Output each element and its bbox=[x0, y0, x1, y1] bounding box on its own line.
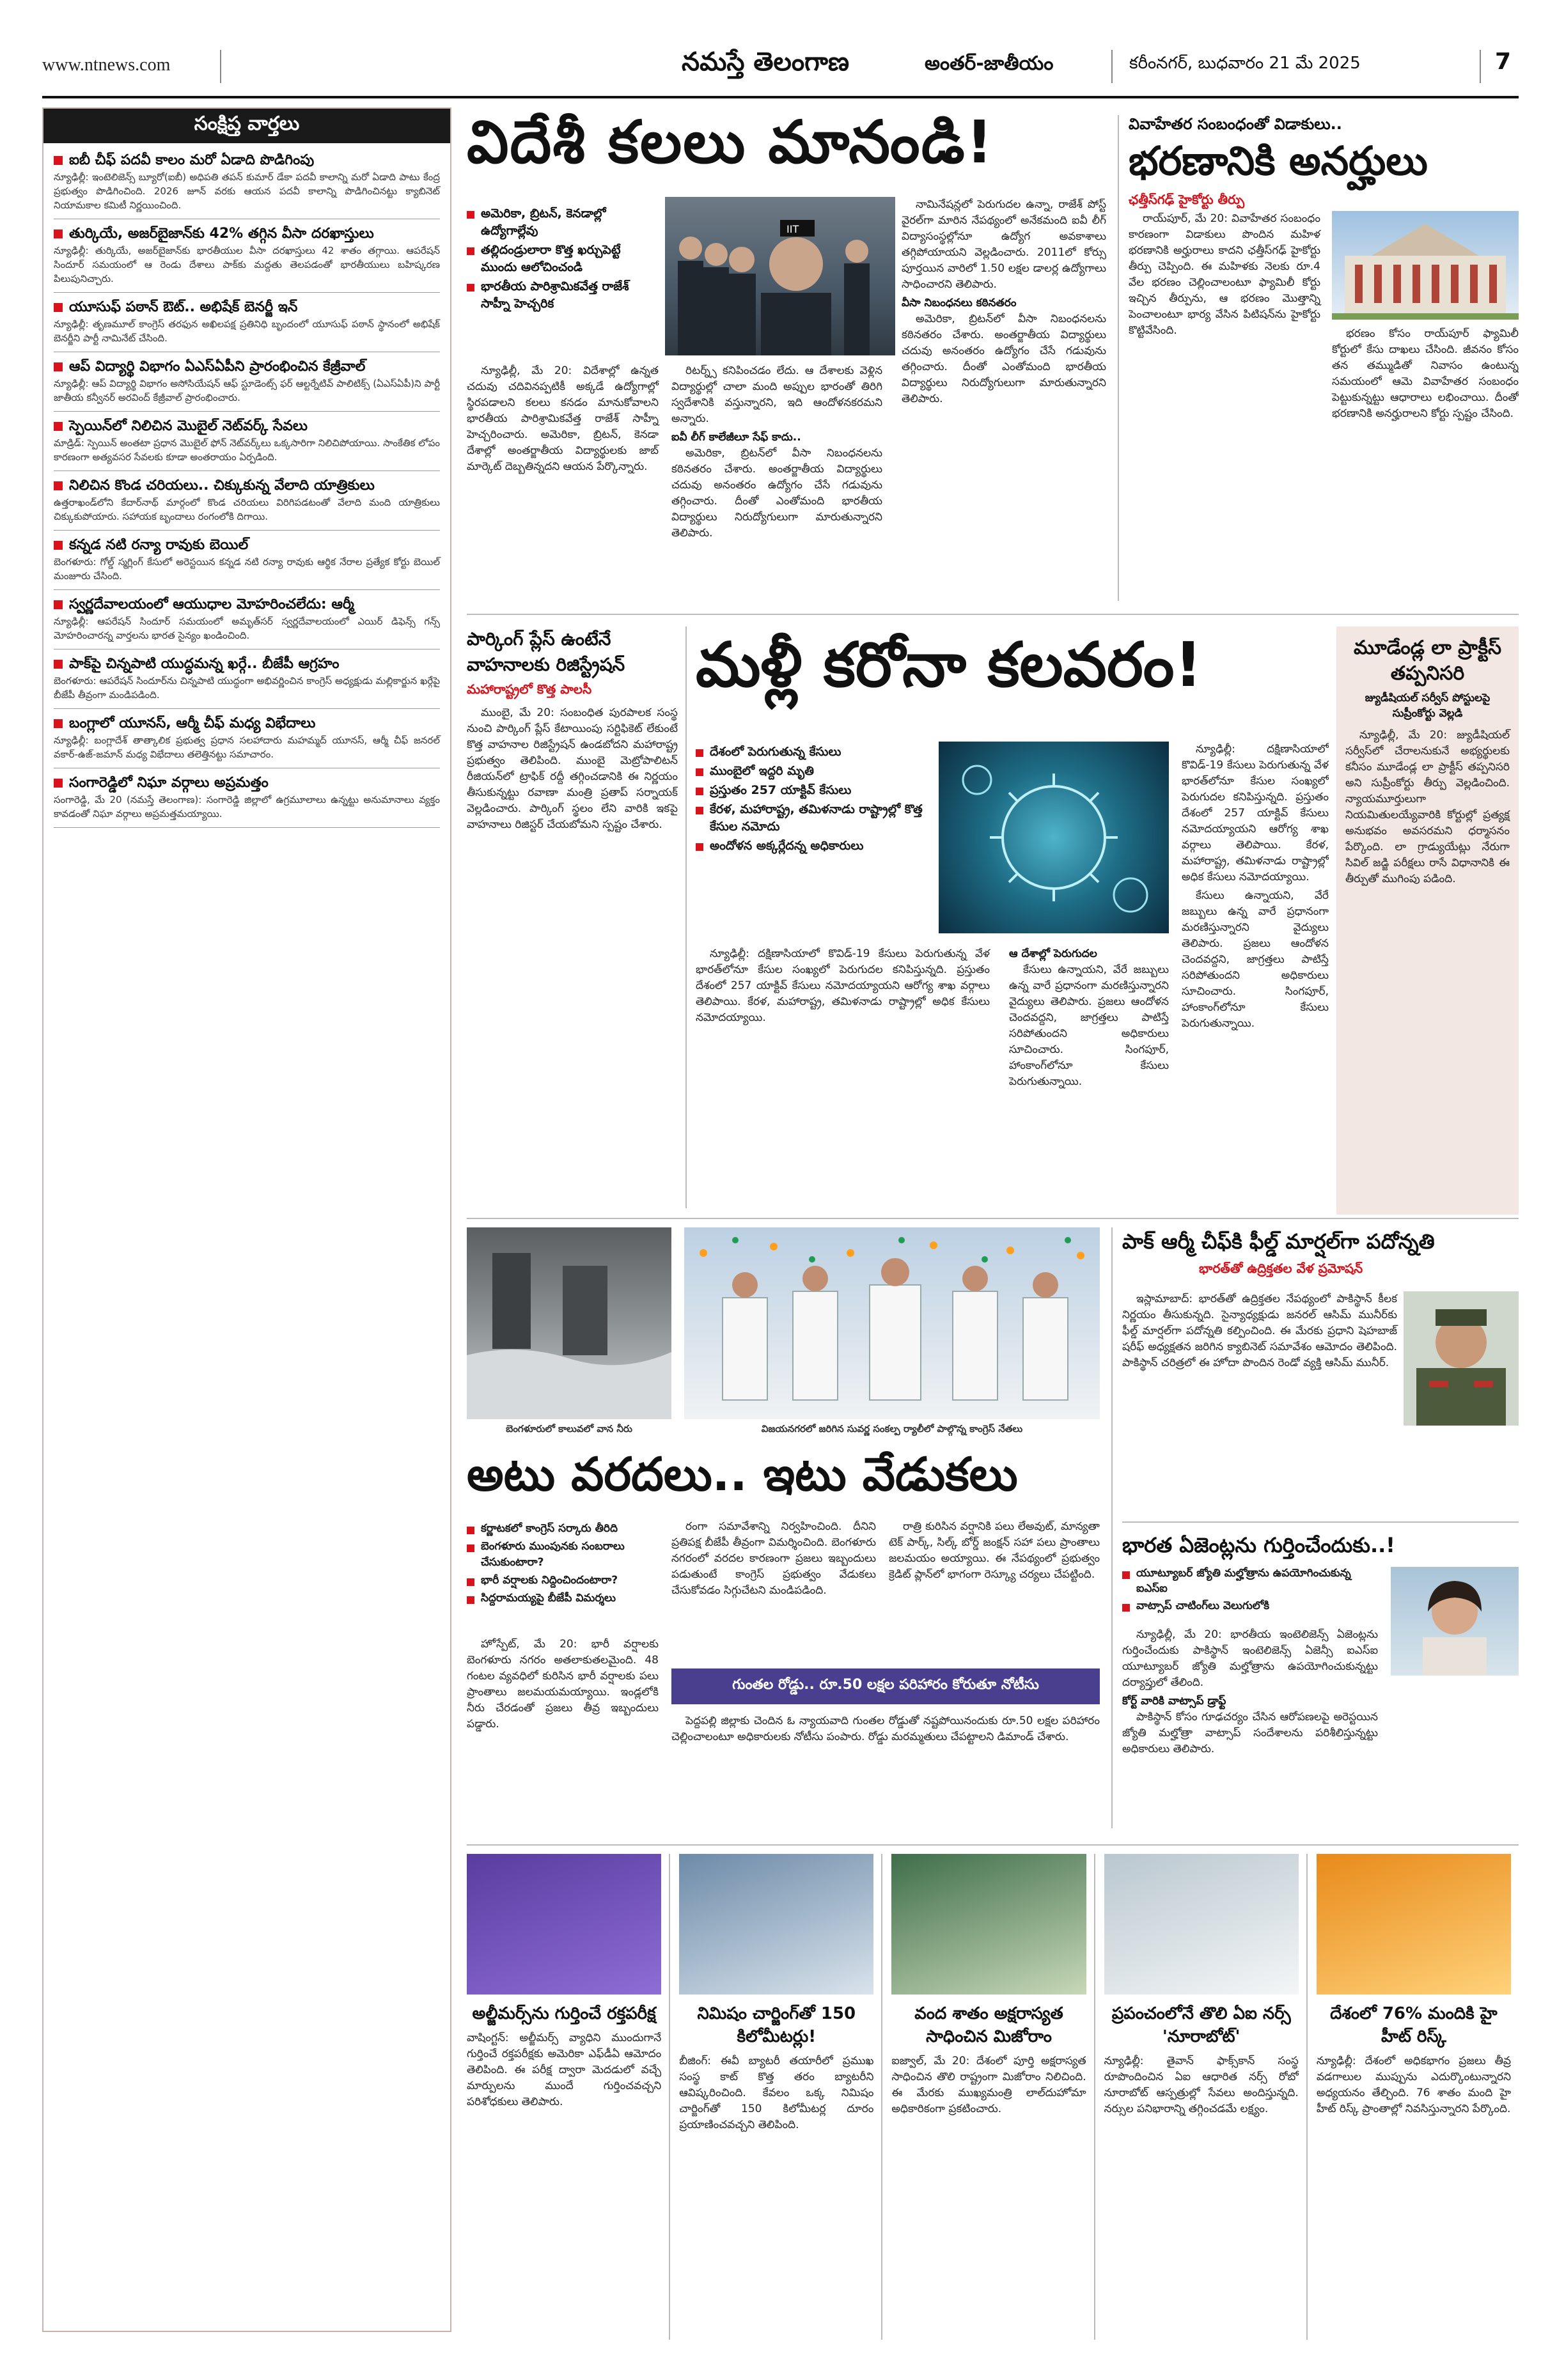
parking-body-text: ముంబై, మే 20: సంబంధిత పురపాలక సంస్థ నుంచి పార్కింగ్‌ ప్లేస్‌ కేటాయింపు సర్టిఫికెట్‌ లేకుంటే కొత్త వాహనాల రిజిస్ట్రేషన్‌ ఉండబోదని మహారాష్ట్ర ప్రభుత్వం తెలిపింది. ముంబై మెట్రోపాలిటన్‌ రీజియన్‌లో ట్రాఫిక్‌ రద్దీ తగ్గించడానికి ఈ నిర్ణయం తీసుకున్నట్టు రవాణా మంత్రి ప్రతాప్‌ సర్నాయక్‌ వెల్లడించారు. పార్కింగ్‌ స్థలం లేని వారికి ఇకపై వాహనాలు రిజిస్టర్‌ చేయబోమని స్పష్టం చేశారు. bbox=[467, 706, 678, 831]
brief-headline bbox=[54, 714, 440, 733]
brief-body: మాడ్రిడ్‌: స్పెయిన్‌ అంతటా ప్రధాన మొబైల్‌ ఫోన్‌ నెట్‌వర్క్‌లు ఒక్కసారిగా నిలిచిపోయాయి. సాంకేతిక లోపం కారణంగా అత్యవసర సేవలకు కూడా అంతరాయం ఏర్పడింది. bbox=[54, 437, 440, 463]
flood-body-2 bbox=[467, 1637, 659, 1828]
lead-body-col1 bbox=[467, 363, 659, 606]
briefs-title-bar bbox=[43, 109, 450, 143]
brief-item bbox=[54, 709, 440, 768]
hc-court-photo bbox=[1332, 211, 1519, 320]
lead-bullet-2: తల్లిదండ్రులారా కొత్త ఖర్చుపెట్టే ముందు ఆలోచించండి bbox=[481, 243, 621, 274]
brief-body: న్యూఢిల్లీ: ఆప్‌ విద్యార్థి విభాగం అసోసియేషన్‌ ఆఫ్‌ స్టూడెంట్స్‌ ఫర్‌ ఆల్టర్నేటివ్‌ పాలిటిక్స్‌ (ఏఎస్‌ఏపీ)ని పార్టీ జాతీయ కన్వీనర్‌ అరవింద్‌ కేజ్రీవాల్‌ ప్రారంభించారు. bbox=[54, 378, 440, 403]
hc-body-1 bbox=[1129, 211, 1320, 607]
law-body bbox=[1345, 727, 1510, 887]
bullet-square-icon bbox=[54, 303, 63, 312]
bullet-square-icon bbox=[54, 600, 63, 609]
divider bbox=[685, 626, 687, 1208]
brief-headline-text: తుర్కియే, అజర్‌బైజాన్‌కు 42% తగ్గిన వీసా దరఖాస్తులు bbox=[69, 226, 374, 242]
brief-headline-text: పాక్‌పై చిన్నపాటి యుద్ధమన్న ఖర్గే.. బీజేపీ ఆగ్రహం bbox=[69, 656, 340, 672]
brief-headline-text: కన్నడ నటి రన్యా రావుకు బెయిల్‌ bbox=[69, 537, 249, 553]
bottom-story-headline: దేశంలో 76% మందికి హై హీట్‌ రిస్క్‌ bbox=[1330, 2004, 1498, 2046]
flood-bullet-2: బెంగళూరు ముంపునకు సంబరాలు చేసుకుంటారా? bbox=[481, 1540, 625, 1569]
rally-photo-caption: విజయనగరలో జరిగిన సువర్ణ సంకల్ప ర్యాలీలో పాల్గొన్న కాంగ్రెస్‌ నేతలు bbox=[761, 1423, 1023, 1435]
brief-headline-text: స్వర్ణదేవాలయంలో ఆయుధాల మోహరించలేదు: ఆర్మీ bbox=[69, 596, 354, 612]
rally-photo bbox=[684, 1227, 1100, 1419]
corona-body-3 bbox=[1182, 742, 1329, 1215]
briefs-list bbox=[43, 143, 450, 828]
bottom-story bbox=[1317, 1854, 1519, 2340]
hc-body-1-text: రాయ్‌పూర్‌, మే 20: వివాహేతర సంబంధం కారణంగా విడాకులు పొందిన మహిళ భరణానికి అర్హురాలు కాదని ఛత్తీస్‌గఢ్‌ హైకోర్టు తీర్పు చెప్పింది. ఈ మహిళకు నెలకు రూ.4 వేల భరణం చెల్లించాలంటూ ఫ్యామిలీ కోర్టు ఇచ్చిన తీర్పును, ఆ భరణం మొత్తాన్ని పెంచాలంటూ భార్య వేసిన పిటిషన్‌ను హైకోర్టు కొట్టివేసింది. bbox=[1129, 212, 1320, 337]
bottom-columns bbox=[467, 1854, 1519, 2340]
brief-headline-text: నిలిచిన కొండ చరియలు.. చిక్కుకున్న వేలాది యాత్రికులు bbox=[69, 478, 375, 494]
masthead-rule bbox=[42, 96, 1519, 98]
flood-story bbox=[467, 1227, 1100, 1841]
flood-body-1-text: రంగా సమావేశాన్ని నిర్వహించింది. దీనిని ప్రతిపక్ష బీజేపీ తీవ్రంగా విమర్శించింది. బెంగళూరు నగరంలో వరదల కారణంగా ప్రజలు ఇబ్బందులు పడుతుంటే కాంగ్రెస్‌ ప్రభుత్వం వేడుకలు చేసుకోవడం సిగ్గుచేటని మండిపడింది. bbox=[671, 1520, 876, 1597]
agents-story bbox=[1122, 1531, 1519, 1838]
paper-name: నమస్తే తెలంగాణ bbox=[682, 47, 850, 77]
agents-headline: భారత ఏజెంట్లను గుర్తించేందుకు..! bbox=[1122, 1533, 1395, 1557]
lead-story bbox=[467, 107, 1106, 606]
site-url[interactable]: www.ntnews.com bbox=[42, 55, 171, 75]
brief-headline bbox=[54, 774, 440, 793]
law-headline: మూడేండ్ల లా ప్రాక్టీస్‌ తప్పనిసరి bbox=[1353, 637, 1502, 685]
army-chief-photo bbox=[1404, 1291, 1519, 1426]
corona-story bbox=[696, 626, 1329, 1215]
flood-water-icon bbox=[467, 1227, 671, 1419]
bottom-story-photo bbox=[467, 1854, 661, 1995]
dateline: కరీంనగర్‌, బుధవారం 21 మే 2025 bbox=[1129, 54, 1361, 73]
briefs-column bbox=[42, 107, 451, 2332]
bottom-story-photo bbox=[891, 1854, 1086, 1995]
bottom-story-body: న్యూఢిల్లీ: దేశంలో అధికభాగం ప్రజలు తీవ్ర వడగాలుల ముప్పును ఎదుర్కొంటున్నారని అధ్యయనం తేల్చింది. 76 శాతం మంది హై హీట్‌ రిస్క్‌ ప్రాంతాల్లో నివసిస్తున్నారని పేర్కొంది. bbox=[1316, 2055, 1512, 2115]
brief-body: న్యూఢిల్లీ: ఆపరేషన్‌ సిందూర్‌ సమయంలో అమృత్‌సర్‌ స్వర్ణదేవాలయంలో ఎయిర్‌ డిఫెన్స్‌ గన్స్‌ మోహరించారన్న వార్తలను భారత సైన్యం ఖండించింది. bbox=[54, 616, 440, 641]
brief-item bbox=[54, 219, 440, 293]
divider bbox=[467, 614, 1519, 615]
court-building-icon bbox=[1332, 211, 1519, 320]
bottom-story-photo bbox=[1104, 1854, 1299, 1995]
law-story bbox=[1336, 626, 1519, 1215]
section-label: అంతర్‌-జాతీయం bbox=[925, 52, 1054, 75]
lead-photo bbox=[665, 197, 895, 355]
virus-icon bbox=[939, 742, 1169, 933]
bullet-square-icon bbox=[54, 362, 63, 371]
lead-body-1: న్యూఢిల్లీ, మే 20: విదేశాల్లో ఉన్నత చదువు చదివినప్పటికీ అక్కడే ఉద్యోగాల్లో స్థిరపడాలని కలలు కనడం మానుకోవాలని భారతీయ పారిశ్రామికవేత్త రాజేశ్‌ సాహ్నీ హెచ్చరించారు. అమెరికా, బ్రిటన్‌, కెనడా దేశాల్లో అంతర్జాతీయ విద్యార్థులకు జాబ్‌ మార్కెట్‌ దెబ్బతిన్నదని ఆయన పేర్కొన్నారు. bbox=[467, 364, 659, 473]
hc-headline: భరణానికి అనర్హులు bbox=[1129, 137, 1428, 184]
bullet-square-icon bbox=[54, 541, 63, 550]
brief-item bbox=[54, 649, 440, 709]
army-officer-icon bbox=[1404, 1291, 1519, 1426]
lead-body-4: అమెరికా, బ్రిటన్‌లో వీసా నిబంధనలను కఠినతరం చేశారు. అంతర్జాతీయ విద్యార్థులు చదువు అనంతరం ఉద్యోగం చేసే గడువును తగ్గించారు. దీంతో ఎంతోమంది భారతీయ విద్యార్థులు నిరుద్యోగులుగా మారుతున్నారని తెలిపారు. bbox=[671, 447, 882, 540]
bottom-row bbox=[467, 1854, 1519, 2340]
brief-headline bbox=[54, 298, 440, 317]
brief-body: బెంగళూరు: గోల్డ్‌ స్మగ్లింగ్‌ కేసులో అరెస్టయిన కన్నడ నటి రన్యా రావుకు ఆర్థిక నేరాల ప్రత్యేక కోర్టు బెయిల్‌ మంజూరు చేసింది. bbox=[54, 556, 440, 582]
agents-subhead-3: కోర్ట్‌ వారికి వాట్సాప్‌ డ్రాఫ్ట్‌ bbox=[1122, 1695, 1226, 1707]
brief-headline bbox=[54, 224, 440, 244]
notice-box-title: గుంతల రోడ్డు.. రూ.50 లక్షల పరిహారం కోరుతూ నోటీసు bbox=[732, 1677, 1039, 1693]
bottom-story bbox=[1104, 1854, 1308, 2340]
flood-bullets bbox=[467, 1519, 659, 1608]
photo-cap-label: IIT bbox=[786, 223, 799, 235]
bottom-story-body: వాషింగ్టన్‌: అల్జీమర్స్‌ వ్యాధిని ముందుగానే గుర్తించే రక్తపరీక్షకు అమెరికా ఎఫ్‌డీఏ ఆమోదం తెలిపింది. ఈ పరీక్ష ద్వారా మెదడులో వచ్చే మార్పులను ముందే గుర్తించవచ్చని పరిశోధకులు తెలిపారు. bbox=[467, 2032, 662, 2108]
brief-headline-text: సంగారెడ్డిలో నిఘా వర్గాలు అప్రమత్తం bbox=[69, 775, 269, 791]
brief-item bbox=[54, 412, 440, 471]
rally-crowd-icon bbox=[684, 1227, 1100, 1419]
brief-headline-text: స్పెయిన్‌లో నిలిచిన మొబైల్‌ నెట్‌వర్క్‌ సేవలు bbox=[69, 418, 308, 434]
parking-subhead: మహారాష్ట్రలో కొత్త పాలసీ bbox=[467, 681, 592, 697]
bottom-story bbox=[891, 1854, 1095, 2340]
law-subhead: జ్యుడీషియల్‌ సర్వీస్‌ పోస్టులపై సుప్రీంకోర్టు వెల్లడి bbox=[1365, 692, 1490, 720]
agents-subhead-2: వాట్సాప్‌ చాటింగ్‌లు వెలుగులోకి bbox=[1136, 1599, 1270, 1612]
virus-photo bbox=[939, 742, 1169, 933]
corona-body-2-text: కేసులు ఉన్నాయని, వేరే జబ్బులు ఉన్న వారే ప్రధానంగా మరణిస్తున్నారని వైద్యులు తెలిపారు. ప్రజలు ఆందోళన చెందవద్దని, జాగ్రత్తలు పాటిస్తే సరిపోతుందని అధికారులు సూచించారు. సింగపూర్‌, హాంకాంగ్‌లోనూ కేసులు పెరుగుతున్నాయి. bbox=[1009, 963, 1169, 1088]
bottom-story bbox=[467, 1854, 670, 2340]
brief-body: న్యూఢిల్లీ: బంగ్లాదేశ్‌ తాత్కాలిక ప్రభుత్వ ప్రధాన సలహాదారు మహమ్మద్‌ యూనస్‌, ఆర్మీ చీఫ్‌ జనరల్‌ వకార్‌-ఉజ్‌-జమాన్‌ మధ్య విభేదాలు తలెత్తినట్టు సమాచారం. bbox=[54, 735, 440, 760]
brief-item bbox=[54, 471, 440, 531]
lead-body-2: రిటర్న్స్‌ కనిపించడం లేదు. ఆ దేశాలకు వెళ్లిన విద్యార్థుల్లో చాలా మంది అప్పుల భారంతో తిరిగి స్వదేశానికి వస్తున్నారని, ఇది ఆందోళనకరమని అన్నారు. bbox=[671, 364, 882, 425]
pak-headline: పాక్‌ ఆర్మీ చీఫ్‌కి ఫీల్డ్‌ మార్షల్‌గా పదోన్నతి bbox=[1122, 1229, 1435, 1254]
bottom-story-headline: నిమిషం చార్జింగ్‌తో 150 కిలోమీటర్లు! bbox=[697, 2004, 856, 2046]
lead-body-4b: అమెరికా, బ్రిటన్‌లో వీసా నిబంధనలను కఠినతరం చేశారు. అంతర్జాతీయ విద్యార్థులు చదువు అనంతరం ఉద్యోగం చేసే గడువును తగ్గించారు. దీంతో ఎంతోమంది భారతీయ విద్యార్థులు నిరుద్యోగులుగా మారుతున్నారని తెలిపారు. bbox=[902, 313, 1106, 405]
corona-bullets bbox=[696, 742, 926, 857]
flood-body-3 bbox=[889, 1519, 1100, 1660]
divider bbox=[1111, 1227, 1113, 1828]
corona-body-3-text: న్యూఢిల్లీ: దక్షిణాసియాలో కొవిడ్‌-19 కేసులు పెరుగుతున్న వేళ భారత్‌లోనూ కేసుల సంఖ్యలో పెరుగుదల కనిపిస్తున్నది. ప్రస్తుతం దేశంలో 257 యాక్టివ్‌ కేసులు నమోదయ్యాయని ఆరోగ్య శాఖ వర్గాలు తెలిపాయి. కేరళ, మహారాష్ట్ర, తమిళనాడు రాష్ట్రాల్లో అధిక కేసులు నమోదయ్యాయి. bbox=[1182, 743, 1329, 883]
hc-body-2 bbox=[1332, 326, 1519, 607]
notice-body bbox=[671, 1713, 1100, 1828]
brief-headline-text: బంగ్లాలో యూనస్‌, ఆర్మీ చీఫ్‌ మధ్య విభేదాలు bbox=[69, 715, 316, 731]
brief-body: సంగారెడ్డి, మే 20 (నమస్తే తెలంగాణ): సంగారెడ్డి జిల్లాలో ఉగ్రమూలాలు ఉన్నట్టు అనుమానాలు వ్యక్తం కావడంతో నిఘా వర్గాలు అప్రమత్తమయ్యాయి. bbox=[54, 794, 440, 820]
bullet-square-icon bbox=[54, 779, 63, 788]
brief-body: న్యూఢిల్లీ: తుర్కియే, అజర్‌బైజాన్‌కు భారతీయుల వీసా దరఖాస్తులు 42 శాతం తగ్గాయి. ఆపరేషన్‌ సిందూర్‌ సమయంలో ఆ రెండు దేశాలు పాక్‌కు మద్దతు తెలపడంతో భారతీయులు బహిష్కరణ పిలుపునిచ్చారు. bbox=[54, 245, 440, 284]
flood-body-1 bbox=[671, 1519, 876, 1660]
brief-body: న్యూఢిల్లీ: ఇంటెలిజెన్స్‌ బ్యూరో(ఐబీ) అధిపతి తపన్‌ కుమార్‌ డేకా పదవీ కాలాన్ని మరో ఏడాది పాటు కేంద్ర ప్రభుత్వం పొడిగించింది. 2026 జూన్‌ వరకు ఆయన పదవీ కాలాన్ని పొడిగించినట్టు క్యాబినెట్‌ నియామకాల కమిటీ నిర్ణయించింది. bbox=[54, 171, 440, 211]
corona-body-2 bbox=[1009, 946, 1169, 1215]
notice-box bbox=[671, 1668, 1100, 1704]
bottom-story-body: న్యూఢిల్లీ: తైవాన్‌ ఫాక్స్‌కాన్‌ సంస్థ రూపొందించిన ఏఐ ఆధారిత నర్స్‌ రోబో నూరాబోట్‌ ఆస్పత్రుల్లో సేవలు అందిస్తున్నది. నర్సుల పనిభారాన్ని తగ్గించడమే లక్ష్యం. bbox=[1104, 2055, 1299, 2115]
hc-kicker: వివాహేతర సంబంధంతో విడాకులు.. bbox=[1129, 115, 1342, 133]
students-illustration-icon bbox=[665, 197, 895, 355]
youtuber-photo bbox=[1391, 1567, 1519, 1676]
lead-body-col2 bbox=[671, 363, 882, 606]
hc-story bbox=[1129, 115, 1519, 607]
flood-bullet-3: భారీ వర్షాలకు నిద్దించిందంటారా? bbox=[481, 1574, 618, 1587]
parking-story bbox=[467, 626, 678, 1221]
bottom-story-photo bbox=[679, 1854, 873, 1995]
brief-headline-text: యూసుఫ్‌ పఠాన్‌ ఔట్‌.. అభిషేక్‌ బెనర్జీ ఇన్‌ bbox=[69, 299, 298, 315]
brief-headline bbox=[54, 476, 440, 495]
masthead bbox=[42, 45, 1519, 96]
bottom-story-photo bbox=[1317, 1854, 1511, 1995]
bottom-story-headline: వంద శాతం అక్షరాస్యత సాధించిన మిజోరాం bbox=[914, 2004, 1063, 2046]
lead-body-3: నామినేషన్లలో పెరుగుదల ఉన్నా, రాజేశ్‌ పోస్ట్‌ వైరల్‌గా మారిన నేపథ్యంలో అనేకమంది ఐవీ లీగ్‌ విద్యాసంస్థల్లోనూ ఉద్యోగ అవకాశాలు తగ్గిపోయాయని వెల్లడించారు. 2011లో కోర్సు పూర్తయిన వారిలో 1.50 లక్షల డాలర్ల ఉద్యోగాలు సాధించారని తెలిపారు. bbox=[902, 198, 1106, 291]
corona-bullet-4: కేరళ, మహారాష్ట్ర, తమిళనాడు రాష్ట్రాల్లో కొత్త కేసుల నమోదు bbox=[710, 802, 923, 834]
parking-headline: పార్కింగ్‌ ప్లేస్‌ ఉంటేనే వాహనాలకు రిజిస్ట్రేషన్‌ bbox=[467, 628, 625, 675]
bullet-square-icon bbox=[54, 229, 63, 238]
brief-body: బెంగళూరు: ఆపరేషన్‌ సిందూర్‌ను చిన్నపాటి యుద్ధంగా అభివర్ణించిన కాంగ్రెస్‌ అధ్యక్షుడు మల్లికార్జున ఖర్గేపై బీజేపీ తీవ్రంగా మండిపడింది. bbox=[54, 675, 440, 701]
bottom-story-headline: ప్రపంచంలోనే తొలి ఏఐ నర్స్‌ 'నూరాబోట్‌' bbox=[1111, 2004, 1291, 2046]
flood-bullet-4: సిద్దరామయ్యపై బీజేపీ విమర్శలు bbox=[481, 1592, 616, 1605]
woman-portrait-icon bbox=[1391, 1567, 1519, 1676]
brief-body: న్యూఢిల్లీ: తృణమూల్‌ కాంగ్రెస్‌ తరఫున అఖిలపక్ష ప్రతినిధి బృందంలో యూసుఫ్‌ పఠాన్‌ స్థానంలో అభిషేక్‌ బెనర్జీని పార్టీ నామినేట్‌ చేసింది. bbox=[54, 318, 440, 344]
corona-bullet-2: ముంబైలో ఇద్దరి మృతి bbox=[710, 764, 814, 778]
page-number: 7 bbox=[1495, 49, 1512, 75]
lead-bullets bbox=[467, 203, 652, 315]
divider bbox=[467, 1844, 1519, 1846]
parking-body bbox=[467, 705, 678, 833]
brief-headline-text: ఐబీ చీఫ్‌ పదవీ కాలం మరో ఏడాది పొడిగింపు bbox=[69, 152, 315, 168]
brief-headline bbox=[54, 536, 440, 555]
flood-bullet-1: కర్ణాటకలో కాంగ్రెస్‌ సర్కారు తీరిది bbox=[481, 1522, 618, 1535]
corona-bullet-5: అందోళన అక్కర్లేదన్న అధికారులు bbox=[710, 839, 864, 853]
flood-photo-caption: బెంగళూరులో కాలువలో వాన నీరు bbox=[506, 1423, 632, 1435]
corona-bullet-3: ప్రస్తుతం 257 యాక్టివ్‌ కేసులు bbox=[710, 783, 852, 797]
brief-headline bbox=[54, 595, 440, 614]
pak-body bbox=[1122, 1291, 1397, 1515]
agents-body-text: న్యూఢిల్లీ, మే 20: భారతీయ ఇంటెలిజెన్స్‌ ఏజెంట్లను గుర్తించేందుకు పాకిస్థాన్‌ ఇంటెలిజెన్స్‌ ఏజెన్సీ ఐఎస్‌ఐ యూట్యూబర్‌ జ్యోతి మల్హోత్రాను ఉపయోగించుకున్నట్టు దర్యాప్తులో తేలింది. bbox=[1122, 1628, 1378, 1689]
lead-bullet-1: అమెరికా, బ్రిటన్‌, కెనడాల్లో ఉద్యోగాల్లేవు bbox=[481, 206, 606, 238]
lead-subhead-2: వీసా నిబంధనలు కఠినతరం bbox=[902, 297, 1017, 309]
pak-subhead: భారత్‌తో ఉద్రిక్తతల వేళ ప్రమోషన్‌ bbox=[1199, 1261, 1363, 1276]
lead-body-col3 bbox=[902, 197, 1106, 606]
bullet-square-icon bbox=[54, 156, 63, 165]
bullet-square-icon bbox=[54, 719, 63, 728]
corona-body-1 bbox=[696, 946, 990, 1215]
brief-body: ఉత్తరాఖండ్‌లోని కేదార్‌నాథ్‌ మార్గంలో కొండ చరియలు విరిగిపడటంతో వేలాది మంది యాత్రికులు చిక్కుకుపోయారు. సహాయక బృందాలు రంగంలోకి దిగాయి. bbox=[54, 497, 440, 522]
brief-item bbox=[54, 590, 440, 649]
brief-headline-text: ఆప్‌ విద్యార్థి విభాగం ఏఎస్‌ఏపీని ప్రారంభించిన కేజ్రీవాల్‌ bbox=[69, 359, 366, 375]
brief-item bbox=[54, 531, 440, 590]
flood-photo bbox=[467, 1227, 671, 1419]
flood-body-3-text: రాత్రి కురిసిన వర్షానికి పలు లేఅవుట్‌, మాన్యతా టెక్‌ పార్క్‌, సిల్క్‌ బోర్డ్‌ జంక్షన్‌ సహా పలు ప్రాంతాలు జలమయం అయ్యాయి. ఈ నేపథ్యంలో ప్రభుత్వం క్రెడిట్‌ ప్లాన్‌లో భాగంగా రెస్క్యూ చర్యలు చేపట్టింది. bbox=[889, 1520, 1100, 1581]
agents-subheads bbox=[1122, 1566, 1365, 1614]
corona-body-1-text: న్యూఢిల్లీ: దక్షిణాసియాలో కొవిడ్‌-19 కేసులు పెరుగుతున్న వేళ భారత్‌లోనూ కేసుల సంఖ్యలో పెరుగుదల కనిపిస్తున్నది. ప్రస్తుతం దేశంలో 257 యాక్టివ్‌ కేసులు నమోదయ్యాయని ఆరోగ్య శాఖ వర్గాలు తెలిపాయి. కేరళ, మహారాష్ట్ర, తమిళనాడు రాష్ట్రాల్లో అధిక కేసులు నమోదయ్యాయి. bbox=[696, 947, 990, 1024]
brief-headline bbox=[54, 151, 440, 170]
lead-subhead-1: ఐవీ లీగ్‌ కాలేజీలూ సేఫ్‌ కాదు.. bbox=[671, 431, 801, 444]
divider bbox=[1122, 1521, 1519, 1523]
brief-headline bbox=[54, 655, 440, 674]
brief-headline bbox=[54, 357, 440, 377]
agents-body-2-text: పాకిస్థాన్‌ కోసం గూఢచర్యం చేసిన ఆరోపణలపై అరెస్టయిన జ్యోతి మల్హోత్రా వాట్సాప్‌ సందేశాలను పరిశీలిస్తున్నట్టు అధికారులు తెలిపారు. bbox=[1122, 1711, 1378, 1755]
bullet-square-icon bbox=[54, 660, 63, 669]
pak-body-text: ఇస్లామాబాద్‌: భారత్‌తో ఉద్రిక్తతల నేపథ్యంలో పాకిస్థాన్‌ కీలక నిర్ణయం తీసుకున్నది. సైన్యాధ్యక్షుడు జనరల్‌ ఆసిమ్‌ మునీర్‌కు ఫీల్డ్‌ మార్షల్‌గా పదోన్నతి కల్పించింది. ఈ మేరకు ప్రధాని షెహబాజ్‌ షరీఫ్‌ అధ్యక్షతన జరిగిన క్యాబినెట్‌ సమావేశం ఆమోదం తెలిపింది. పాకిస్థాన్‌ చరిత్రలో ఈ హోదా పొందిన రెండో వ్యక్తి ఆసిమ్‌ మునీర్‌. bbox=[1122, 1293, 1397, 1369]
brief-item bbox=[54, 768, 440, 828]
divider bbox=[1118, 115, 1119, 601]
agents-subhead-1: యూట్యూబర్‌ జ్యోతి మల్హోత్రాను ఉపయోగించుకున్న ఐఎస్‌ఐ bbox=[1136, 1567, 1351, 1595]
bullet-square-icon bbox=[54, 481, 63, 490]
hc-subhead: ఛత్తీస్‌గఢ్‌ హైకోర్టు తీర్పు bbox=[1129, 192, 1245, 207]
lead-bullet-3: భారతీయ పారిశ్రామికవేత్త రాజేశ్‌ సాహ్నీ హెచ్చరిక bbox=[481, 279, 629, 311]
corona-headline: మళ్లీ కరోనా కలవరం! bbox=[696, 629, 1203, 701]
bottom-story-headline: అల్జీమర్స్‌ను గుర్తించే రక్తపరీక్ష bbox=[472, 2004, 656, 2023]
corona-subhead: ఆ దేశాల్లో పెరుగుదల bbox=[1009, 947, 1097, 960]
bullet-square-icon bbox=[54, 422, 63, 431]
corona-bullet-1: దేశంలో పెరుగుతున్న కేసులు bbox=[710, 745, 841, 759]
pak-story bbox=[1122, 1227, 1519, 1515]
hc-body-2-text: భరణం కోసం రాయ్‌పూర్‌ ఫ్యామిలీ కోర్టులో కేసు దాఖలు చేసింది. జీవనం కోసం తన తమ్ముడితో నివాసం ఉంటున్న సమయంలో ఆమె వివాహేతర సంబంధం పెట్టుకున్నట్టు ఆధారాలు లభించాయి. దీంతో భరణానికి అనర్హురాలని కోర్టు స్పష్టం చేసింది. bbox=[1332, 327, 1519, 420]
flood-headline: అటు వరదలు.. ఇటు వేడుకలు bbox=[467, 1447, 1018, 1501]
bottom-story bbox=[679, 1854, 882, 2340]
bottom-story-body: బీజింగ్‌: ఈవీ బ్యాటరీ తయారీలో ప్రముఖ సంస్థ కాట్‌ కొత్త తరం బ్యాటరీని ఆవిష్కరించింది. కేవలం ఒక్క నిమిషం చార్జింగ్‌తో 150 కిలోమీటర్ల దూరం ప్రయాణించవచ్చని తెలిపింది. bbox=[679, 2055, 874, 2131]
brief-item bbox=[54, 293, 440, 352]
agents-body bbox=[1122, 1627, 1378, 1838]
brief-item bbox=[54, 146, 440, 219]
law-body-text: న్యూఢిల్లీ, మే 20: జ్యుడీషియల్‌ సర్వీస్‌లో చేరాలనుకునే అభ్యర్థులకు కనీసం మూడేండ్ల లా ప్రాక్టీస్‌ తప్పనిసరి అని సుప్రీంకోర్టు తీర్పు వెల్లడించింది. న్యాయమూర్తులుగా నియమితులయ్యేవారికి కోర్టుల్లో ప్రత్యక్ష అనుభవం అవసరమని ధర్మాసనం పేర్కొంది. లా గ్రాడ్యుయేట్లు నేరుగా సివిల్‌ జడ్జి పరీక్షలు రాసే విధానానికి ఈ తీర్పుతో ముగింపు పడింది. bbox=[1345, 729, 1510, 885]
brief-item bbox=[54, 352, 440, 412]
bottom-story-body: ఐజ్వాల్‌, మే 20: దేశంలో పూర్తి అక్షరాస్యత సాధించిన తొలి రాష్ట్రంగా మిజోరాం నిలిచింది. ఈ మేరకు ముఖ్యమంత్రి లాల్‌దుహోమా అధికారికంగా ప్రకటించారు. bbox=[891, 2055, 1086, 2115]
corona-body-4-text: కేసులు ఉన్నాయని, వేరే జబ్బులు ఉన్న వారే ప్రధానంగా మరణిస్తున్నారని వైద్యులు తెలిపారు. ప్రజలు ఆందోళన చెందవద్దని, జాగ్రత్తలు పాటిస్తే సరిపోతుందని అధికారులు సూచించారు. సింగపూర్‌, హాంకాంగ్‌లోనూ కేసులు పెరుగుతున్నాయి. bbox=[1182, 889, 1329, 1030]
briefs-title: సంక్షిప్త వార్తలు bbox=[194, 113, 300, 135]
notice-body-text: పెద్దపల్లి జిల్లాకు చెందిన ఓ న్యాయవాది గుంతల రోడ్డుతో నష్టపోయినందుకు రూ.50 లక్షల పరిహారం చెల్లించాలంటూ అధికారులకు నోటీసు పంపారు. రోడ్డు మరమ్మతులు చేపట్టాలని డిమాండ్‌ చేశారు. bbox=[671, 1715, 1100, 1743]
flood-body-2-text: హోస్పేట్‌, మే 20: భారీ వర్షాలకు బెంగళూరు నగరం అతలాకుతలమైంది. 48 గంటల వ్యవధిలో కురిసిన భారీ వర్షాలకు పలు ప్రాంతాలు జలమయమయ్యాయి. ఇండ్లలోకి నీరు చేరడంతో ప్రజలు తీవ్ర ఇబ్బందులు పడ్డారు. bbox=[467, 1638, 659, 1731]
lead-headline: విదేశీ కలలు మానండి! bbox=[467, 108, 994, 176]
divider bbox=[467, 1218, 1519, 1219]
brief-headline bbox=[54, 417, 440, 436]
